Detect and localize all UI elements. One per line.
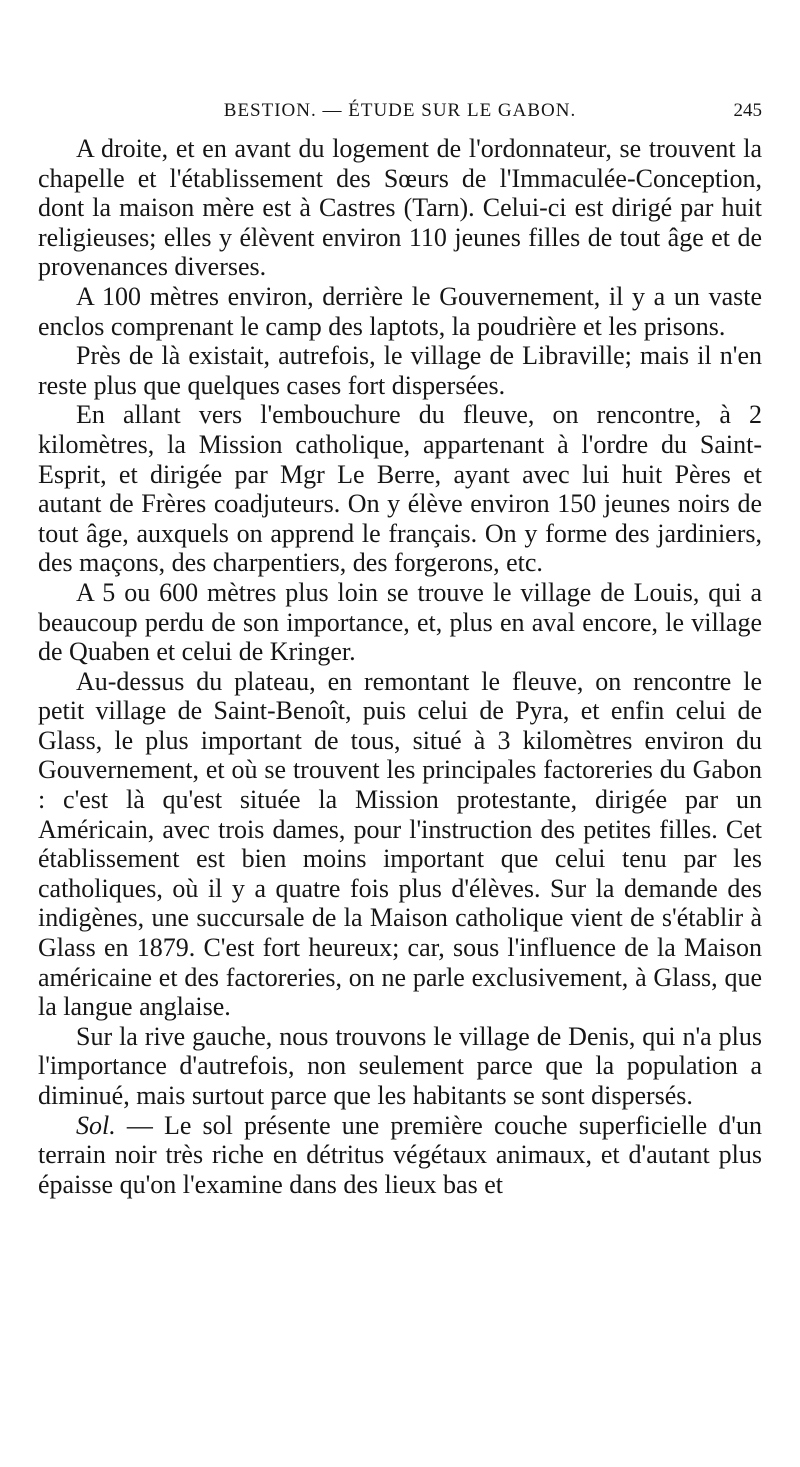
sol-text: — Le sol présente une première couche superficielle d'un terrain noir très riche en détritus végétaux animaux, et d'autant plus épaisse qu'on l'examine dans des lieux bas et (38, 1110, 762, 1199)
paragraph-rive-gauche: Sur la rive gauche, nous trouvons le village de Denis, qui n'a plus l'importance d'autrefois, non seulement parce que la population a diminué, mais surtout parce que les habitants se sont dispersés. (38, 1021, 762, 1110)
running-title: BESTION. — ÉTUDE SUR LE GABON. (223, 100, 577, 121)
paragraph-glass: Au-dessus du plateau, en remontant le fleuve, on rencontre le petit village de Saint-Benoît, puis celui de Pyra, et enfin celui de Glass, le plus important de tous, situé à 3 kilomètres environ du Gouvernement, et où se trouvent les principales factoreries du Gabon : c'est là qu'est située la Mission protestante, dirigée par un Américain, avec trois dames, pour l'instruction des petites filles. Cet établissement est bien moins important que celui tenu par les catholiques, où il y a quatre fois plus d'élèves. Sur la demande des indigènes, une succursale de la Maison catholique vient de s'établir à Glass en 1879. C'est fort heureux; car, sous l'influence de la Maison américaine et des factoreries, on ne parle exclusivement, à Glass, que la langue anglaise. (38, 666, 762, 1022)
paragraph-sol (38, 1111, 762, 1200)
running-header (38, 100, 762, 126)
paragraph-libraville: Près de là existait, autrefois, le village de Libraville; mais il n'en reste plus que quelques cases fort dispersées. (38, 341, 762, 400)
paragraph-mission-catholique: En allant vers l'embouchure du fleuve, on rencontre, à 2 kilomètres, la Mission catholique, appartenant à l'ordre du Saint-Esprit, et dirigée par Mgr Le Berre, ayant avec lui huit Pères et autant de Frères coadjuteurs. On y élève environ 150 jeunes noirs de tout âge, auxquels on apprend le français. On y forme des jardiniers, des maçons, des charpentiers, des forgerons, etc. (38, 400, 762, 578)
paragraph-village-louis: A 5 ou 600 mètres plus loin se trouve le village de Louis, qui a beaucoup perdu de son importance, et, plus en aval encore, le village de Quaben et celui de Kringer. (38, 577, 762, 667)
body-text (38, 134, 762, 1199)
paragraph-enclos: A 100 mètres environ, derrière le Gouvernement, il y a un vaste enclos comprenant le camp des laptots, la poudrière et les prisons. (38, 281, 762, 341)
page-number: 245 (733, 100, 762, 121)
paragraph-chapelle: A droite, et en avant du logement de l'ordonnateur, se trouvent la chapelle et l'établissement des Sœurs de l'Immaculée-Conception, dont la maison mère est à Castres (Tarn). Celui-ci est dirigé par huit religieuses; elles y élèvent environ 110 jeunes filles de tout âge et de provenances diverses. (38, 134, 762, 282)
sol-heading: Sol. (76, 1110, 116, 1140)
